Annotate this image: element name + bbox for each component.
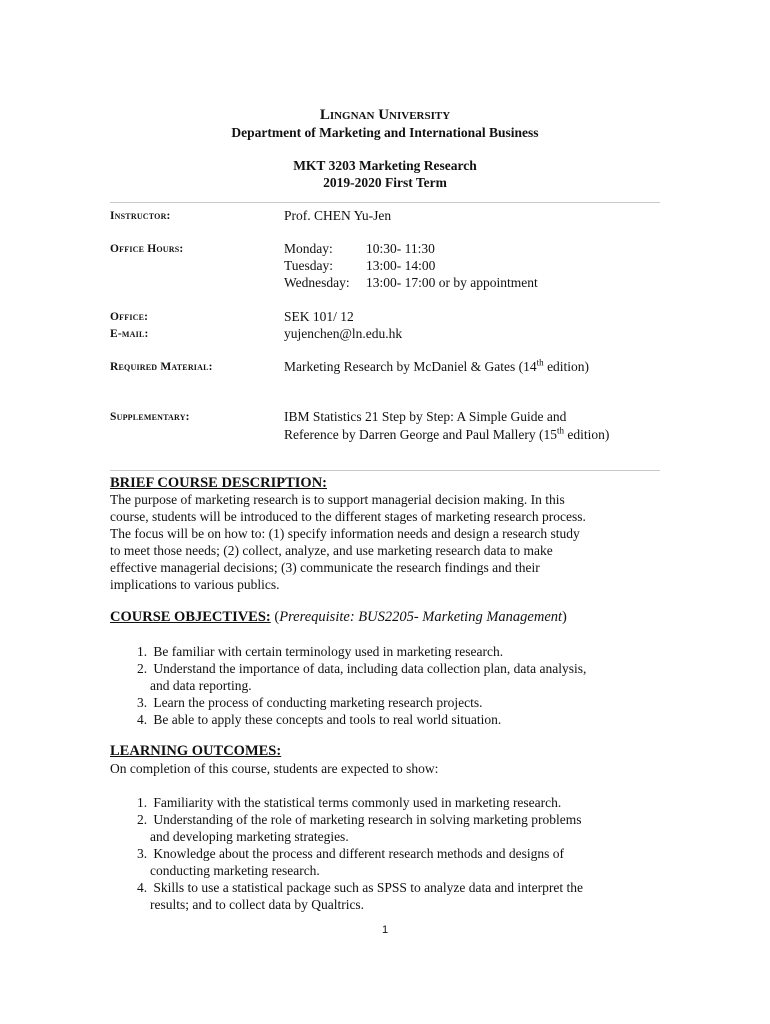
outcome-text: Understanding of the role of marketing research in solving marketing problems [153,812,582,827]
description-heading: BRIEF COURSE DESCRIPTION: [110,475,327,491]
description-body [110,491,660,593]
outcome-item [137,811,657,845]
office-hours-label: Office Hours: [110,243,184,255]
description-line: implications to various publics. [110,577,280,592]
supplementary-line-1: IBM Statistics 21 Step by Step: A Simple Guide and [284,409,567,424]
description-line: effective managerial decisions; (3) communicate the research findings and their [110,560,540,575]
outcome-text: Knowledge about the process and different research methods and designs of [153,846,564,861]
email-label: E-mail: [110,328,149,340]
office-label: Office: [110,311,149,323]
supplementary-sup: th [557,425,565,436]
objective-text: Be familiar with certain terminology used in marketing research. [153,644,504,659]
required-material-label: Required Material: [110,361,213,373]
course-title: MKT 3203 Marketing Research [293,158,477,173]
outcome-item [137,879,657,913]
outcome-text-cont: results; and to collect data by Qualtrics. [150,897,365,912]
office-hours-row [284,240,538,257]
objective-number: 2. [137,661,148,676]
office-hours-day: Monday: [284,241,333,256]
course-term: 2019-2020 First Term [323,175,447,190]
page-number: 1 [381,924,389,936]
objective-item [137,694,657,711]
required-material-value [284,358,589,375]
objectives-prereq: Prerequisite: BUS2205- Marketing Management [279,609,563,625]
objectives-prereq-open: ( [270,609,280,625]
outcome-text-cont: and developing marketing strategies. [150,829,349,844]
objectives-heading: COURSE OBJECTIVES: [110,609,271,625]
header-divider [110,202,660,203]
required-material-text: Marketing Research by McDaniel & Gates (14 [284,359,537,374]
required-material-sup: th [536,357,544,368]
office-hours-day: Tuesday: [284,258,334,273]
outcome-text: Familiarity with the statistical terms commonly used in marketing research. [153,795,562,810]
objective-item [137,711,657,728]
objective-item [137,643,657,660]
objective-text: Understand the importance of data, including data collection plan, data analysis, [153,661,587,676]
supplementary-text: Reference by Darren George and Paul Mallery (15 [284,427,558,442]
outcome-item [137,794,657,811]
outcomes-intro-text: On completion of this course, students are expected to show: [110,761,439,776]
description-line: The focus will be on how to: (1) specify information needs and design a research study [110,526,580,541]
email-value[interactable]: yujenchen@ln.edu.hk [284,326,403,341]
description-line: The purpose of marketing research is to support managerial decision making. In this [110,492,565,507]
office-value: SEK 101/ 12 [284,309,354,324]
objectives-heading-row [110,609,567,626]
supplementary-label: Supplementary: [110,411,190,423]
objective-number: 1. [137,644,148,659]
objective-text: Learn the process of conducting marketing research projects. [153,695,483,710]
supplementary-line-2 [284,426,609,443]
office-hours-time: 13:00- 14:00 [366,258,436,273]
office-hours-row [284,274,538,291]
outcome-number: 1. [137,795,148,810]
department-name: Department of Marketing and International Business [231,125,539,140]
outcomes-heading: LEARNING OUTCOMES: [110,743,282,759]
outcomes-intro [110,760,660,777]
outcome-number: 4. [137,880,148,895]
objective-text: Be able to apply these concepts and tools to real world situation. [153,712,502,727]
office-hours-time: 10:30- 11:30 [366,241,435,256]
objectives-list [137,643,657,728]
outcome-text-cont: conducting marketing research. [150,863,320,878]
description-line: to meet those needs; (2) collect, analyze, and use marketing research data to make [110,543,553,558]
objective-number: 3. [137,695,148,710]
objective-item [137,660,657,694]
office-hours-time: 13:00- 17:00 or by appointment [366,275,538,290]
objective-text-cont: and data reporting. [150,678,252,693]
supplementary-tail: edition) [564,427,610,442]
outcomes-list [137,794,657,913]
instructor-label: Instructor: [110,210,171,222]
instructor-value: Prof. CHEN Yu-Jen [284,208,392,223]
university-name: Lingnan University [319,107,451,123]
outcome-number: 3. [137,846,148,861]
description-line: course, students will be introduced to the different stages of marketing research process. [110,509,586,524]
outcome-item [137,845,657,879]
office-hours-table [284,240,538,291]
objectives-prereq-close: ) [562,609,567,625]
required-material-tail: edition) [543,359,590,374]
outcome-text: Skills to use a statistical package such as SPSS to analyze data and interpret the [153,880,584,895]
office-hours-day: Wednesday: [284,275,350,290]
objective-number: 4. [137,712,148,727]
office-hours-row [284,257,538,274]
info-divider [110,470,660,471]
outcome-number: 2. [137,812,148,827]
